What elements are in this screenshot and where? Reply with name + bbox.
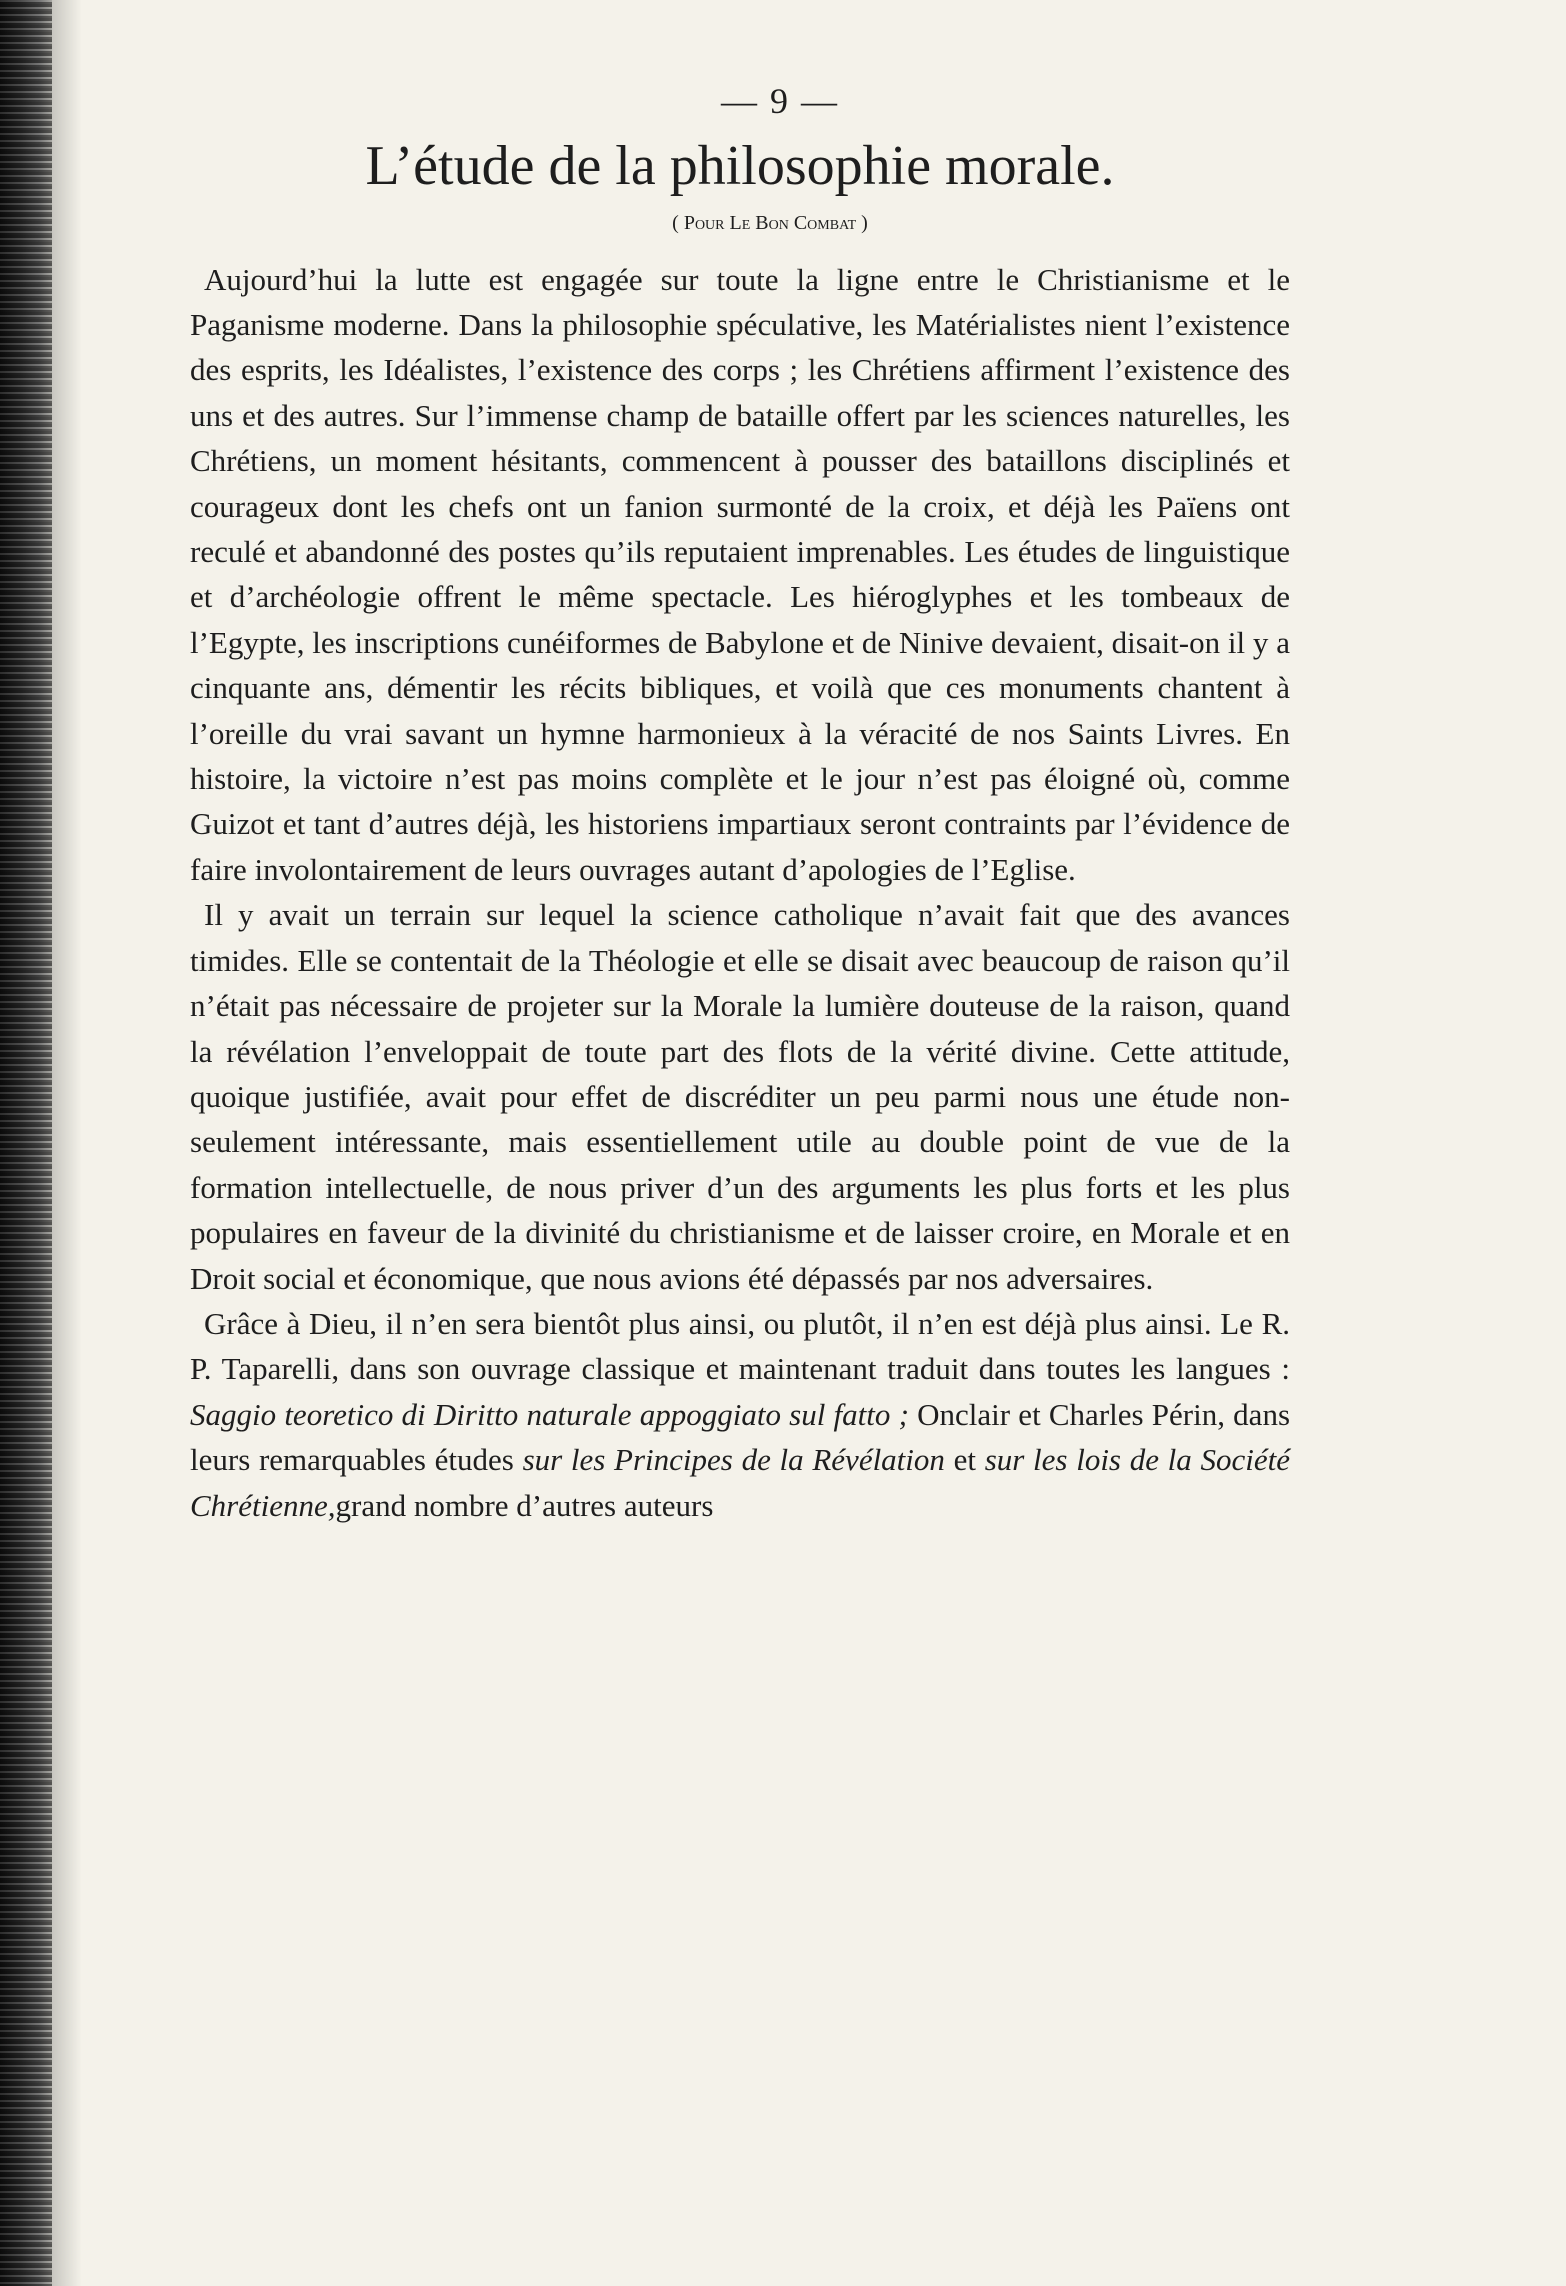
paragraph-3-text-a: Grâce à Dieu, il n’en sera bientôt plus ainsi, ou plutôt, il n’en est déjà plus ainsi. Le R. P. Taparelli, dans son ouvrage classique et maintenant traduit dans toutes les langues : [190,1305,1290,1387]
book-title-saggio: Saggio teoretico di Diritto naturale appoggiato sul fatto ; [190,1396,909,1432]
article-title: L’étude de la philosophie morale. [365,135,1115,197]
book-title-lois: sur les lois de la Société Chrétienne, [190,1442,1290,1523]
document-page [190,80,1290,2260]
paragraph-3-text-c: et [944,1442,985,1478]
paragraph-3-text-d: grand nombre d’autres auteurs [335,1487,714,1523]
paragraph-3-text-b: Onclair et Charles Périn, dans leurs remarquables études [190,1396,1291,1478]
paragraph-1: Aujourd’hui la lutte est engagée sur toute la ligne entre le Christianisme et le Paganisme moderne. Dans la philosophie spéculative, les Matérialistes nient l’existence des esprits, les Idéalistes, l’existence des corps ; les Chrétiens affirment l’existence des uns et des autres. Sur l’immense champ de bataille offert par les sciences naturelles, les Chrétiens, un moment hésitants, commencent à pousser des bataillons disciplinés et courageux dont les chefs ont un fanion surmonté de la croix, et déjà les Païens ont reculé et abandonné des postes qu’ils reputaient imprenables. Les études de linguistique et d’archéologie offrent le même spectacle. Les hiéroglyphes et les tombeaux de l’Egypte, les inscriptions cunéiformes de Babylone et de Ninive devaient, disait-on il y a cinquante ans, démentir les récits bibliques, et voilà que ces monuments chantent à l’oreille du vrai savant un hymne harmonieux à la véracité de nos Saints Livres. En histoire, la victoire n’est pas moins complète et le jour n’est pas éloigné où, comme Guizot et tant d’autres déjà, les historiens impartiaux seront contraints par l’évidence de faire involontairement de leurs ouvrages autant d’apologies de l’Eglise. [190,261,1290,887]
gutter-shadow [52,0,82,2286]
paragraph-3 [190,1301,1290,1528]
paragraph-2: Il y avait un terrain sur lequel la science catholique n’avait fait que des avances timides. Elle se contentait de la Théologie et elle se disait avec beaucoup de raison qu’il n’était pas nécessaire de projeter sur la Morale la lumière douteuse de la raison, quand la révélation l’enveloppait de toute part des flots de la vérité divine. Cette attitude, quoique justifiée, avait pour effet de discréditer un peu parmi nous une étude non-seulement intéressante, mais essentiellement utile au double point de vue de la formation intellectuelle, de nous priver d’un des arguments les plus forts et les plus populaires en faveur de la divinité du christianisme et de laisser croire, en Morale et en Droit social et économique, que nous avions été dépassés par nos adversaires. [190,897,1290,1296]
page-number: — 9 — [721,81,839,121]
article-subtitle: ( Pour Le Bon Combat ) [672,211,868,234]
book-title-principes: sur les Principes de la Révélation [522,1442,945,1478]
book-binding-edge [0,0,52,2286]
